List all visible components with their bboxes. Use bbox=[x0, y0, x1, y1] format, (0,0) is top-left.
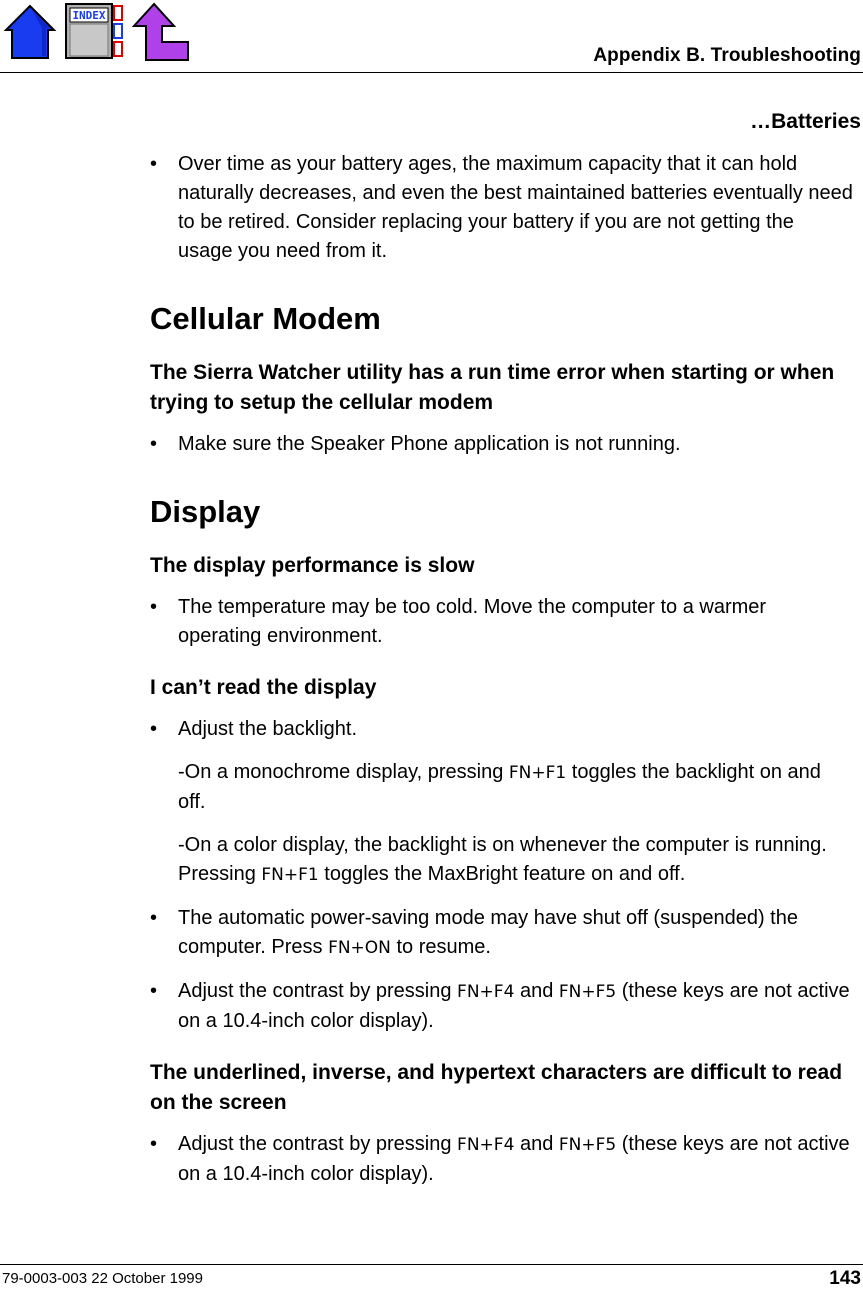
section-heading: Cellular Modem bbox=[150, 301, 381, 336]
list-item: • Over time as your battery ages, the maximum capacity that it can hold naturally decreases, and even the best maintained batteries eventually need to be retired. Consider replacing your battery if you are not getting the usage you need from it. bbox=[150, 150, 853, 266]
list-item: • The temperature may be too cold. Move the computer to a warmer operating environment. bbox=[150, 593, 853, 651]
key-combo: FN+F1 bbox=[261, 865, 319, 885]
back-arrow-icon[interactable] bbox=[130, 2, 190, 67]
problem-heading: I can’t read the display bbox=[150, 676, 377, 699]
page-number: 143 bbox=[829, 1268, 861, 1289]
sub-paragraph: -On a monochrome display, pressing FN+F1 toggles the backlight on and off. bbox=[178, 761, 821, 813]
bullet-icon: • bbox=[150, 907, 158, 929]
problem-heading: The display performance is slow bbox=[150, 554, 475, 577]
section-continuation: …Batteries bbox=[750, 110, 861, 133]
key-combo: FN+F1 bbox=[508, 763, 567, 783]
problem-heading: The underlined, inverse, and hypertext characters are difficult to read on the screen bbox=[150, 1061, 843, 1114]
bullet-icon: • bbox=[150, 596, 158, 618]
key-combo: FN+ON bbox=[328, 938, 391, 958]
bullet-icon: • bbox=[150, 433, 158, 455]
sub-paragraph: -On a color display, the backlight is on whenever the computer is running. Pressing FN+F1 toggles the MaxBright feature on and off. bbox=[178, 834, 827, 885]
key-combo: FN+F5 bbox=[558, 1135, 617, 1155]
bullet-icon: • bbox=[150, 718, 158, 740]
list-item: • The automatic power-saving mode may have shut off (suspended) the computer. Press FN+ON to resume. bbox=[150, 904, 853, 963]
navigation-icons bbox=[2, 2, 192, 62]
section-heading: Display bbox=[150, 494, 261, 529]
key-combo: FN+F4 bbox=[457, 982, 515, 1002]
problem-heading: The Sierra Watcher utility has a run time error when starting or when trying to setup the cellular modem bbox=[150, 361, 835, 414]
footer-divider bbox=[0, 1264, 863, 1265]
home-icon[interactable] bbox=[2, 2, 58, 67]
bullet-icon: • bbox=[150, 153, 158, 175]
index-label: INDEX bbox=[72, 9, 106, 22]
key-combo: FN+F5 bbox=[558, 982, 617, 1002]
list-item: • Adjust the contrast by pressing FN+F4 and FN+F5 (these keys are not active on a 10.4-inch color display). bbox=[150, 977, 853, 1036]
header-divider bbox=[0, 72, 863, 73]
bullet-icon: • bbox=[150, 1133, 158, 1155]
page-header-title: Appendix B. Troubleshooting bbox=[593, 45, 861, 66]
footer-doc-id: 79-0003-003 22 October 1999 bbox=[2, 1270, 203, 1287]
key-combo: FN+F4 bbox=[457, 1135, 515, 1155]
list-item: • Make sure the Speaker Phone application is not running. bbox=[150, 430, 853, 459]
page-content bbox=[150, 150, 853, 1203]
index-icon[interactable] bbox=[64, 2, 124, 67]
list-item: • Adjust the backlight. bbox=[150, 715, 853, 744]
bullet-icon: • bbox=[150, 980, 158, 1002]
list-item: • Adjust the contrast by pressing FN+F4 and FN+F5 (these keys are not active on a 10.4-inch color display). bbox=[150, 1130, 853, 1189]
